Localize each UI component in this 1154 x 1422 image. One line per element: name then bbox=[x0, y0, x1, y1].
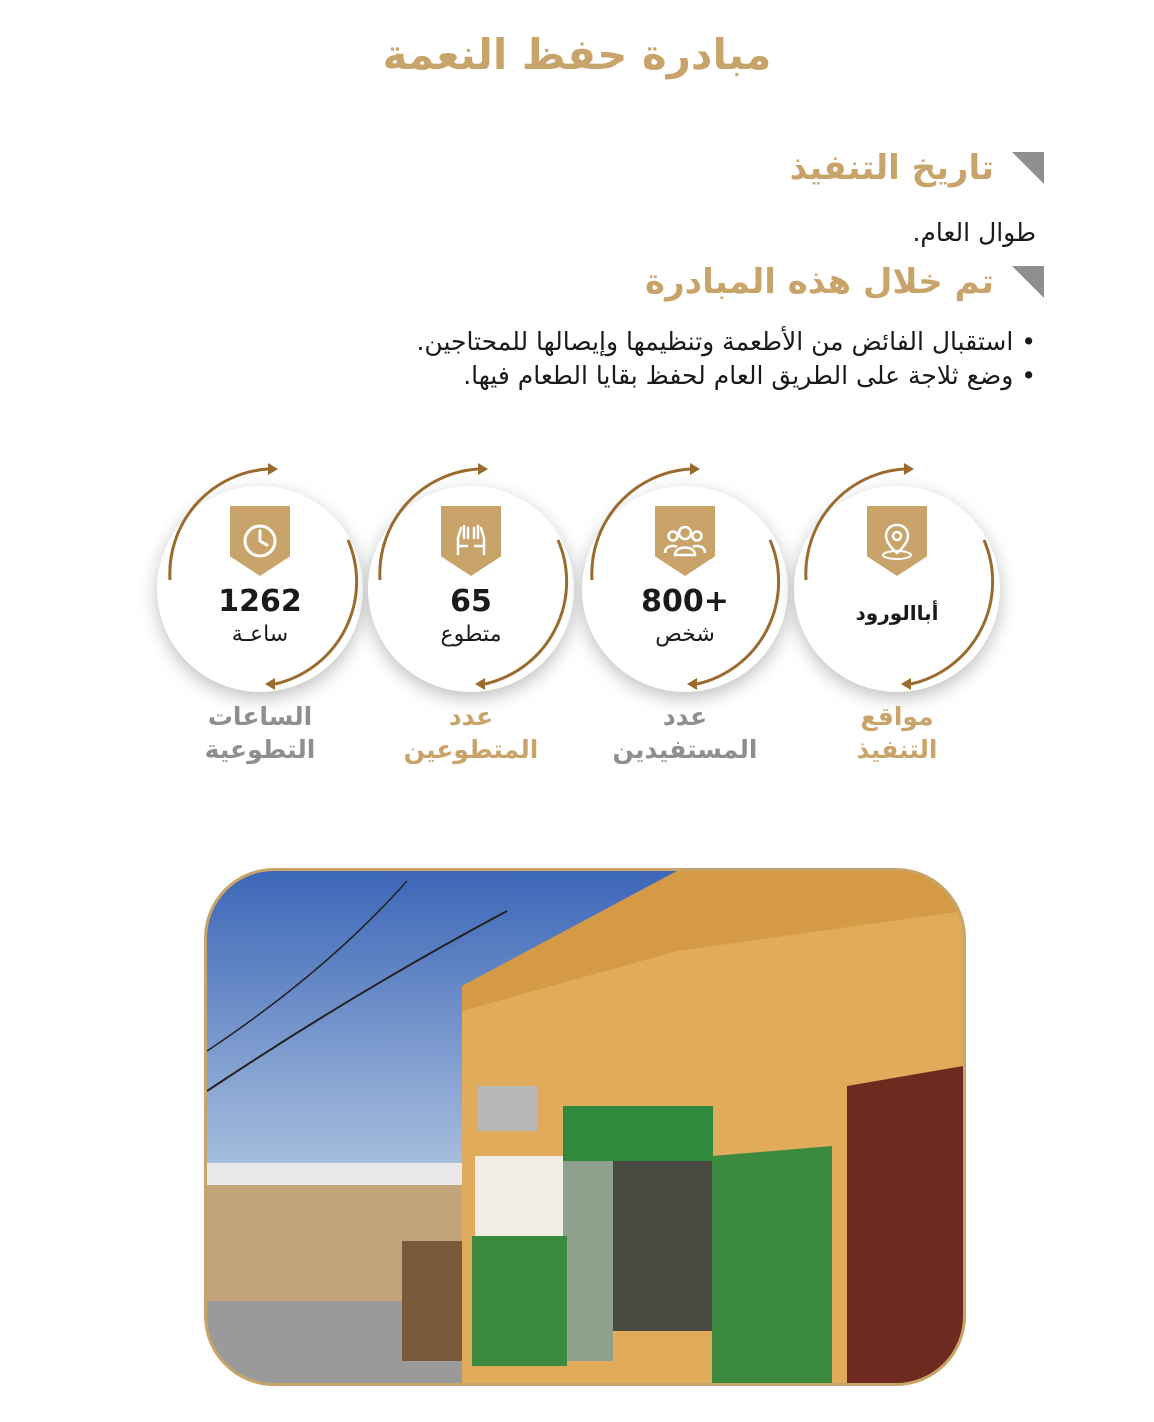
stat-caption-beneficiaries bbox=[582, 700, 788, 766]
activities-list bbox=[416, 325, 1036, 393]
stat-unit: شخص bbox=[655, 622, 715, 647]
caption-line: عدد bbox=[448, 702, 494, 731]
stat-caption-locations bbox=[794, 700, 1000, 766]
stat-value: 1262 bbox=[218, 584, 302, 619]
decorative-rings bbox=[150, 460, 1030, 690]
caption-line: المستفيدين bbox=[612, 735, 758, 764]
caption-line: التطوعية bbox=[204, 735, 316, 764]
stat-value: أباالورود bbox=[855, 601, 939, 625]
stat-unit: متطوع bbox=[440, 622, 502, 647]
triangle-marker-icon bbox=[1012, 266, 1044, 298]
building-photo bbox=[204, 868, 966, 1386]
caption-line: مواقع bbox=[860, 702, 934, 731]
triangle-marker-icon bbox=[1012, 152, 1044, 184]
section-heading-date-text: تاريخ التنفيذ bbox=[789, 148, 994, 188]
section-heading-date bbox=[790, 148, 1044, 188]
stat-value: 65 bbox=[450, 584, 492, 619]
section-heading-activities-text: تم خلال هذه المبادرة bbox=[645, 262, 994, 302]
list-item: • استقبال الفائض من الأطعمة وتنظيمها وإيصالها للمحتاجين. bbox=[416, 325, 1036, 359]
stat-unit: ساعـة bbox=[231, 622, 289, 647]
stat-value: 800+ bbox=[641, 584, 729, 619]
list-item: • وضع ثلاجة على الطريق العام لحفظ بقايا الطعام فيها. bbox=[416, 359, 1036, 393]
section-heading-activities bbox=[645, 262, 1044, 302]
caption-line: المتطوعين bbox=[403, 735, 539, 764]
stat-caption-volunteers bbox=[368, 700, 574, 766]
caption-line: الساعات bbox=[207, 702, 313, 731]
caption-line: عدد bbox=[662, 702, 708, 731]
page-title: مبادرة حفظ النعمة bbox=[382, 30, 772, 79]
stat-caption-hours bbox=[157, 700, 363, 766]
caption-line: التنفيذ bbox=[856, 735, 938, 764]
date-text: طوال العام. bbox=[912, 218, 1036, 247]
